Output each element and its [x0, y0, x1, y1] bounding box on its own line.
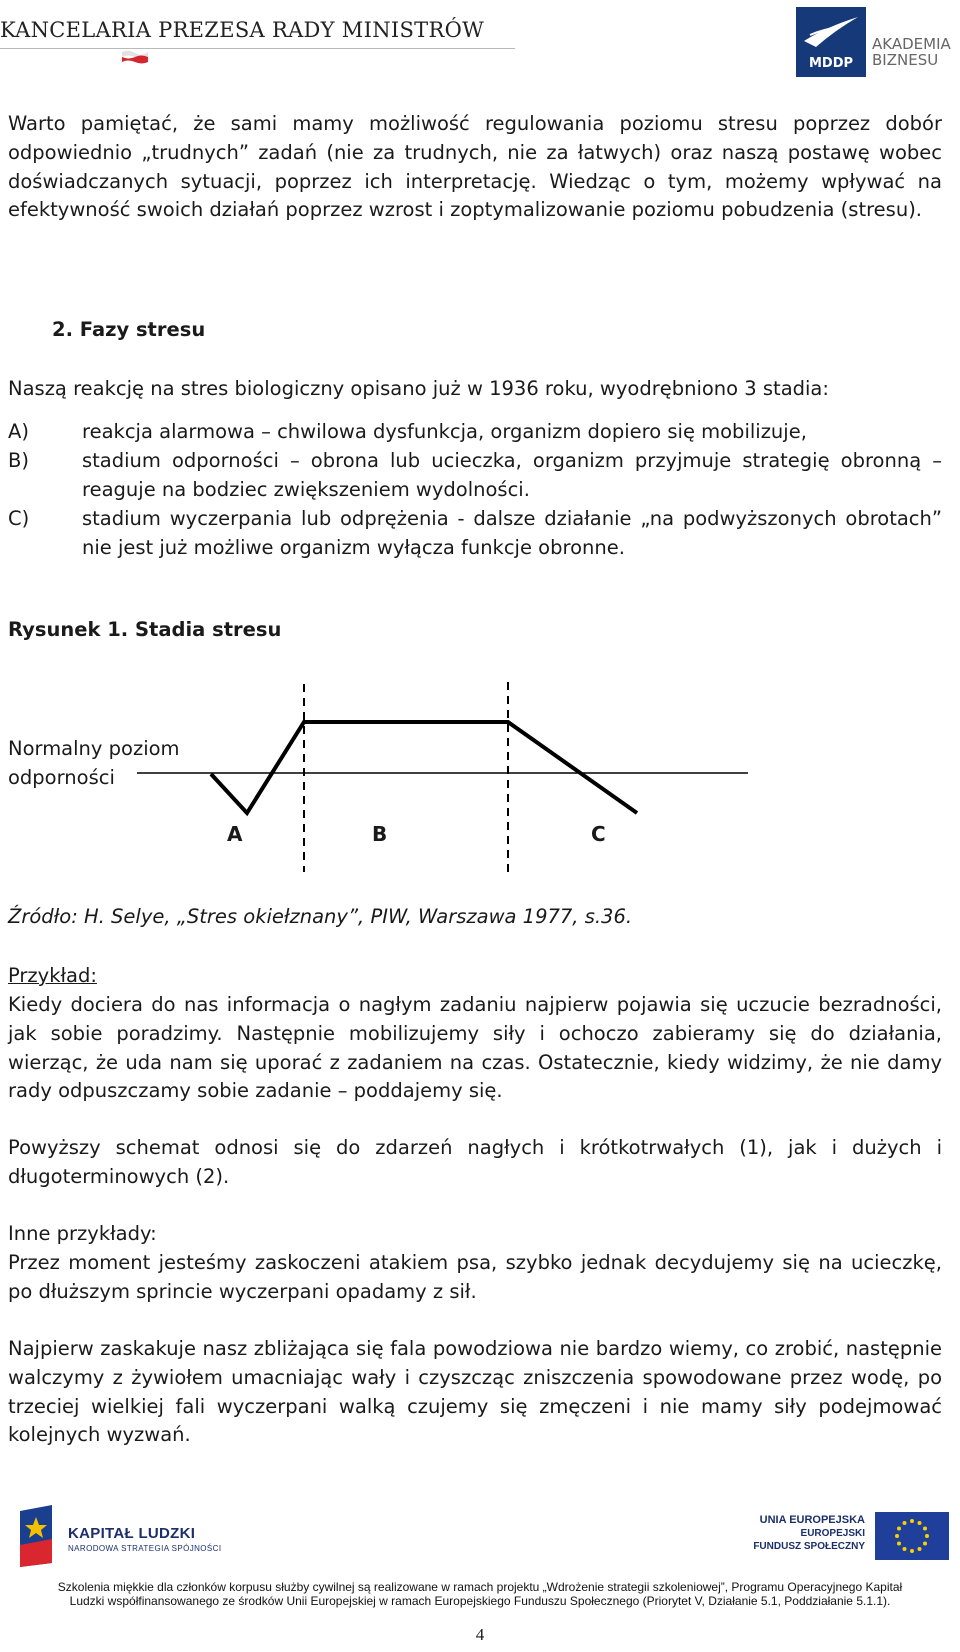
section-title: 2. Fazy stresu — [52, 318, 206, 341]
example-text: Kiedy dociera do nas informacja o nagłym zadaniu najpierw pojawia się uczucie bezradności, jak sobie poradzimy. Następnie mobilizujemy siły i ochoczo zabieramy się do działania, wierząc, że uda nam się uporać z zadaniem na czas. Ostatecznie, kiedy widzimy, że nie damy rady odpuszczamy sobie zadanie – poddajemy się. — [8, 993, 942, 1103]
figure-title: Rysunek 1. Stadia stresu — [8, 618, 282, 641]
biznesu-line: BIZNESU — [872, 51, 939, 69]
list-item-text: reakcja alarmowa – chwilowa dysfunkcja, organizm dopiero się mobilizuje, — [82, 420, 807, 443]
kl-subtitle: NARODOWA STRATEGIA SPÓJNOŚCI — [68, 1544, 222, 1553]
list-item-b — [8, 447, 942, 505]
footer-line-2: Ludzki współfinansowanego ze środków Unii Europejskiej w ramach Europejskiego Funduszu Społecznego (Priorytet V, Działanie 5.1, Poddziałanie 5.1.1). — [69, 1594, 891, 1608]
ue-text — [735, 1514, 865, 1553]
eu-flag-icon — [875, 1512, 949, 1560]
list-marker: A) — [8, 420, 29, 443]
intro-paragraph: Warto pamiętać, że sami mamy możliwość regulowania poziomu stresu poprzez dobór odpowiednio „trudnych” zadań (nie za trudnych, nie za łatwych) oraz naszą postawę wobec doświadczanych sytuacji, poprzez ich interpretację. Wiedząc o tym, możemy wpływać na efektywność swoich działań poprzez wzrost i zoptymalizowanie poziomu pobudzenia (stresu). — [8, 112, 942, 222]
other-examples-heading: Inne przykłady: — [8, 1222, 157, 1245]
stage-label-a: A — [227, 822, 243, 846]
mddp-logo — [796, 7, 866, 77]
baseline-label-line2: odporności — [8, 766, 115, 789]
stage-label-c: C — [591, 822, 606, 846]
scheme-paragraph: Powyższy schemat odnosi się do zdarzeń nagłych i krótkotrwałych (1), jak i dużych i długoterminowych (2). — [8, 1136, 942, 1188]
stress-curve — [211, 722, 637, 813]
list-item-c — [8, 505, 942, 563]
list-item-text: stadium odporności – obrona lub ucieczka, organizm przyjmuje strategię obronną – reaguje na bodziec zwiększeniem wydolności. — [82, 449, 942, 501]
polish-flag-icon — [120, 49, 150, 65]
list-marker: B) — [8, 449, 29, 472]
kl-name: KAPITAŁ LUDZKI — [68, 1525, 196, 1542]
ue-line-1: UNIA EUROPEJSKA — [759, 1514, 865, 1526]
baseline-label — [8, 734, 180, 792]
logo-abbr: MDDP — [808, 56, 854, 71]
bird-logo-icon — [796, 7, 866, 57]
ue-line-2: EUROPEJSKI — [800, 1528, 865, 1539]
list-item-a — [8, 418, 942, 447]
baseline-label-line1: Normalny poziom — [8, 737, 180, 760]
list-item-text: stadium wyczerpania lub odprężenia - dalsze działanie „na podwyższonych obrotach” nie jest już możliwe organizm wyłącza funkcje obronne. — [82, 507, 942, 559]
ue-line-3: FUNDUSZ SPOŁECZNY — [753, 1541, 865, 1552]
stage-label-b: B — [372, 822, 388, 846]
page-number: 4 — [475, 1625, 485, 1644]
kapital-ludzki-text — [68, 1525, 221, 1553]
example-heading: Przykład: — [8, 964, 97, 987]
header-title: KANCELARIA PREZESA RADY MINISTRÓW — [0, 18, 484, 42]
other-examples-text-2: Najpierw zaskakuje nasz zbliżająca się fala powodziowa nie bardzo wiemy, co zrobić, następnie walczymy z żywiołem umacniając wały i czyszcząc zniszczenia spowodowane przez wodę, po trzeciej wielkiej fali wyczerpani walką czujemy się zmęczeni i nie mamy siły podejmować kolejnych wyzwań. — [8, 1337, 942, 1447]
figure-source: Źródło: H. Selye, „Stres okiełznany”, PIW, Warszawa 1977, s.36. — [8, 905, 633, 928]
akademia-biznesu-text — [872, 36, 951, 68]
header-divider — [0, 48, 515, 49]
footer-text — [0, 1580, 960, 1608]
footer-line-1: Szkolenia miękkie dla członków korpusu służby cywilnej są realizowane w ramach projektu „Wdrożenie strategii szkoleniowej”, Programu Operacyjnego Kapitał — [57, 1580, 903, 1594]
list-marker: C) — [8, 507, 30, 530]
kapital-ludzki-logo-icon — [16, 1505, 56, 1567]
akademia-line: AKADEMIA — [872, 35, 951, 53]
other-examples-text-1: Przez moment jesteśmy zaskoczeni atakiem psa, szybko jednak decydujemy się na ucieczkę, po dłuższym sprincie wyczerpani opadamy z sił. — [8, 1251, 942, 1303]
section-intro: Naszą reakcję na stres biologiczny opisano już w 1936 roku, wyodrębniono 3 stadia: — [8, 377, 829, 400]
